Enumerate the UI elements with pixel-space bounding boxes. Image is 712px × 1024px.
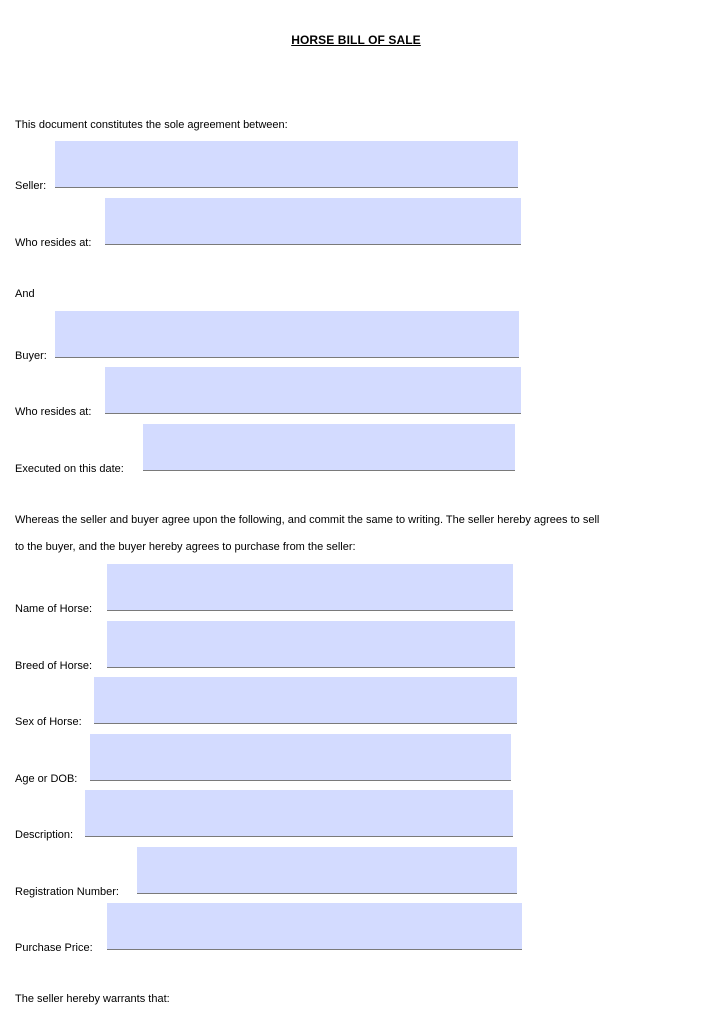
horse-sex-label: Sex of Horse: [15, 716, 82, 728]
document-title: HORSE BILL OF SALE [291, 33, 421, 47]
purchase-price-label: Purchase Price: [15, 942, 93, 954]
whereas-line-2: to the buyer, and the buyer hereby agrees to purchase from the seller: [15, 541, 356, 553]
horse-breed-field[interactable] [107, 621, 515, 668]
seller-address-field[interactable] [105, 198, 521, 245]
buyer-field[interactable] [55, 311, 519, 358]
description-label: Description: [15, 829, 74, 841]
horse-age-field[interactable] [90, 734, 511, 781]
warrants-text: The seller hereby warrants that: [15, 993, 170, 1005]
registration-number-label: Registration Number: [15, 886, 119, 898]
and-text: And [15, 288, 35, 300]
seller-field[interactable] [55, 141, 518, 188]
executed-date-label: Executed on this date: [15, 463, 124, 475]
buyer-address-field[interactable] [105, 367, 521, 414]
horse-name-field[interactable] [107, 564, 513, 611]
description-field[interactable] [85, 790, 513, 837]
seller-address-label: Who resides at: [15, 237, 92, 249]
purchase-price-field[interactable] [107, 903, 522, 950]
whereas-line-1: Whereas the seller and buyer agree upon the following, and commit the same to writing. The seller hereby agrees to sell [15, 514, 600, 526]
seller-label: Seller: [15, 180, 47, 192]
horse-age-label: Age or DOB: [15, 773, 78, 785]
horse-name-label: Name of Horse: [15, 603, 93, 615]
buyer-address-label: Who resides at: [15, 406, 92, 418]
buyer-label: Buyer: [15, 350, 47, 362]
executed-date-field[interactable] [143, 424, 515, 471]
registration-number-field[interactable] [137, 847, 517, 894]
horse-sex-field[interactable] [94, 677, 517, 724]
horse-breed-label: Breed of Horse: [15, 660, 93, 672]
intro-text: This document constitutes the sole agreement between: [15, 119, 288, 131]
